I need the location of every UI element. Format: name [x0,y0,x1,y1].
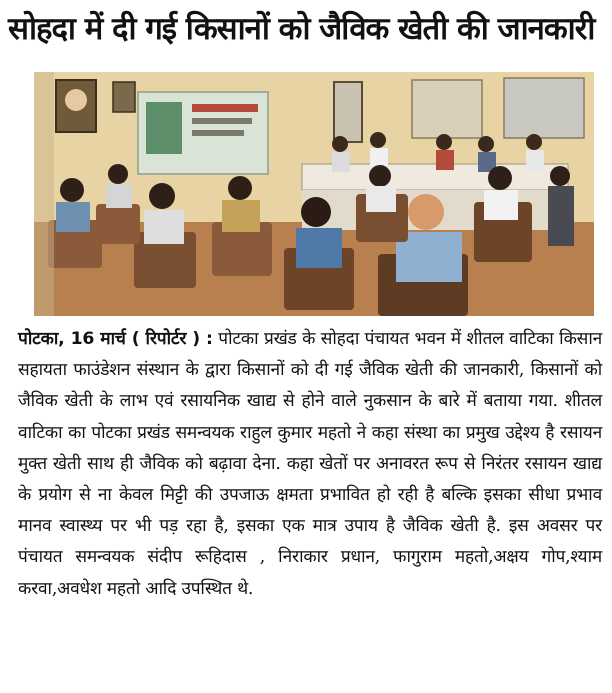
article-body: पोटका प्रखंड के सोहदा पंचायत भवन में शीतल वाटिका किसान सहायता फाउंडेशन संस्थान के द्वारा किसानों को दी गई जैविक खेती की जानकारी, किसानों को जैविक खेती के लाभ एवं रसायनिक खाद्य से होने वाले नुकसान के बारे में बताया गया. शीतल वाटिका का पोटका प्रखंड समन्वयक राहुल कुमार महतो ने कहा संस्था का प्रमुख उद्देश्य है रसायन मुक्त खेती साथ ही जैविक को बढ़ावा देना. कहा खेतों पर अनावरत रूप से निरंतर रसायन खाद्य के प्रयोग से ना केवल मिट्टी की उपजाऊ क्षमता प्रभावित हो रही है बल्कि इसका सीधा प्रभाव मानव स्वास्थ्य पर भी पड़ रहा है, इसका एक मात्र उपाय है जैविक खेती है. इस अवसर पर पंचायत समन्वयक संदीप रूहिदास , निराकार प्रधान, फागुराम महतो,अक्षय गोप,श्याम करवा,अवधेश महतो आदि उपस्थित थे. [18,329,602,599]
news-photo [34,72,594,316]
meeting-photo-illustration [34,72,594,316]
article-dateline: पोटका, 16 मार्च ( रिपोर्टर ) : [18,329,213,349]
headline: सोहदा में दी गई किसानों को जैविक खेती की जानकारी [8,11,595,47]
article-body-block [18,324,602,605]
